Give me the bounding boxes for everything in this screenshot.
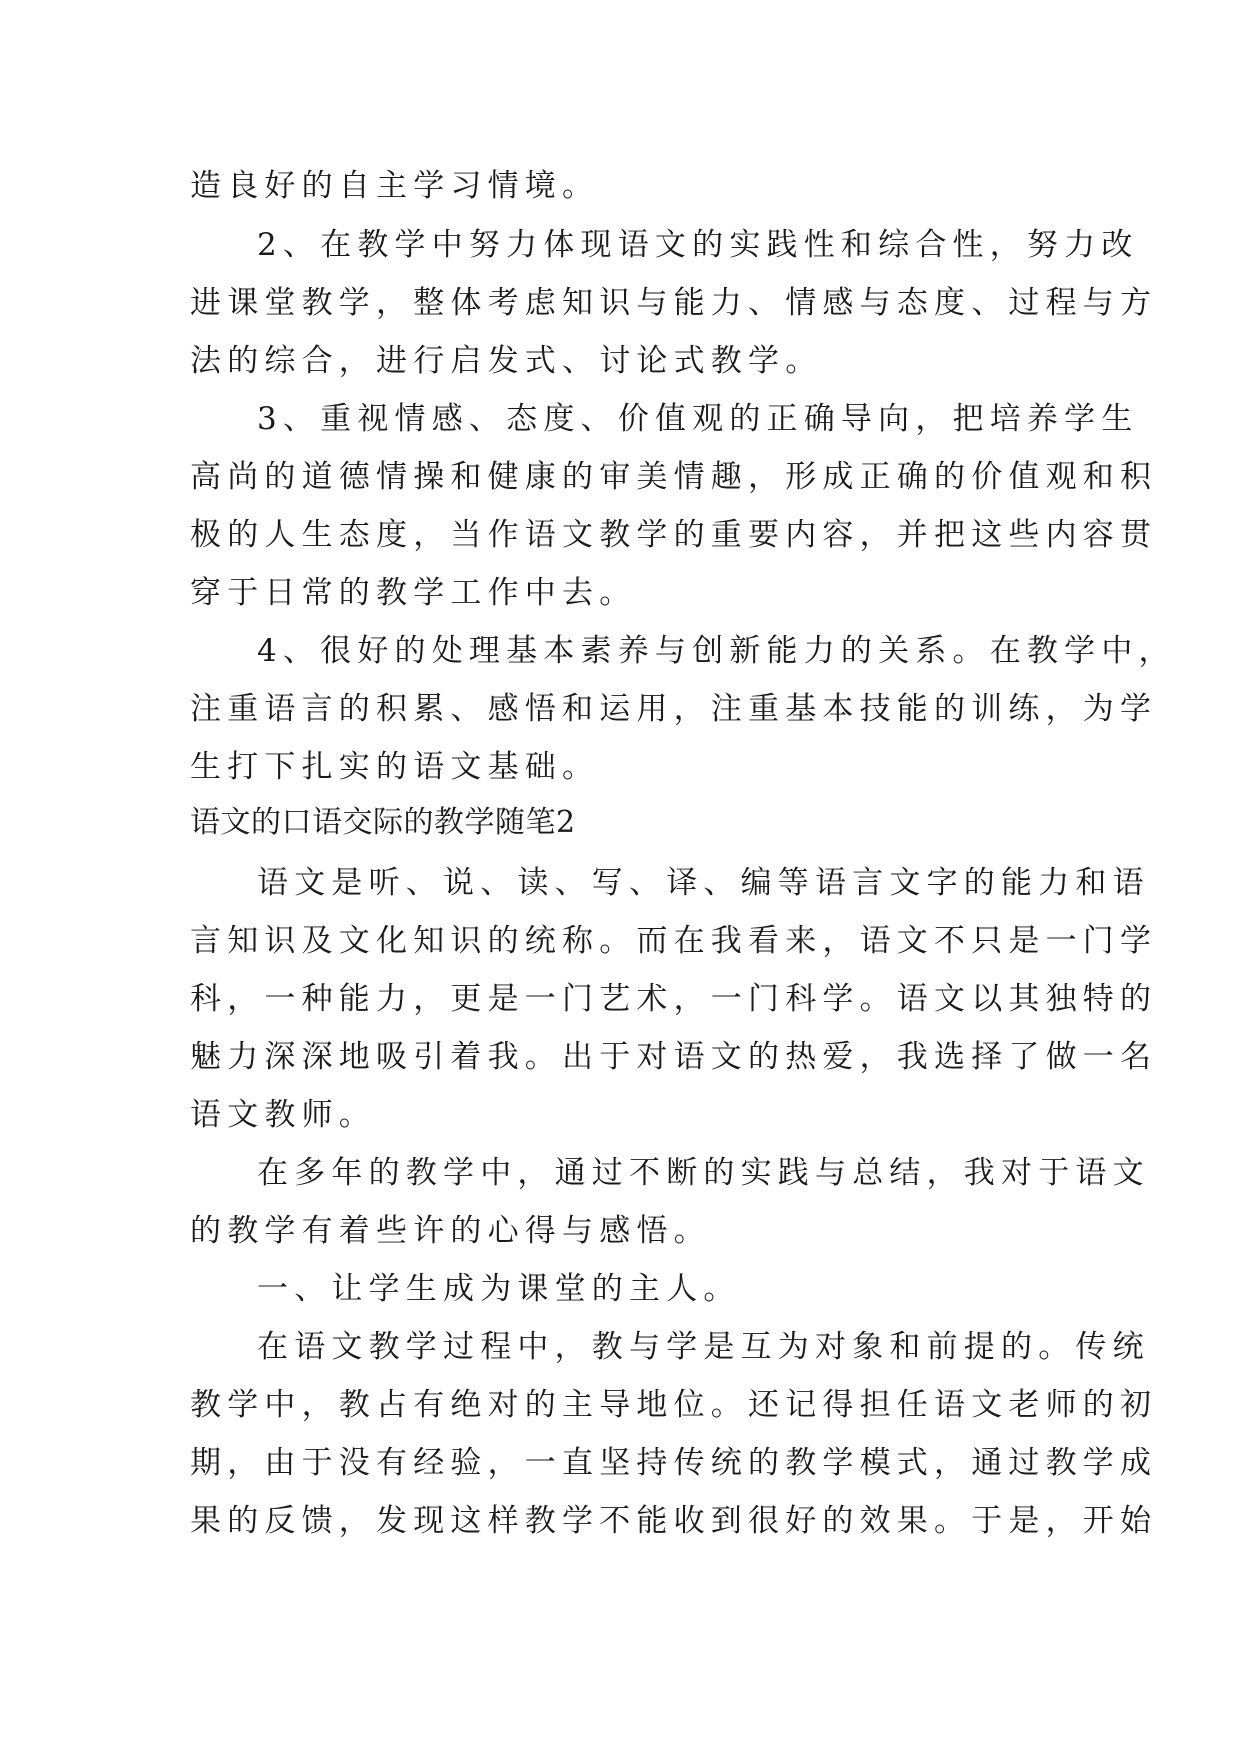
paragraph-line: 魅力深深地吸引着我。出于对语文的热爱，我选择了做一名 [190, 1039, 1158, 1075]
paragraph-line: 期，由于没有经验，一直坚持传统的教学模式，通过教学成 [190, 1445, 1158, 1481]
paragraph-line: 造良好的自主学习情境。 [190, 168, 600, 204]
paragraph-line: 的教学有着些许的心得与感悟。 [190, 1213, 711, 1249]
paragraph-line: 在语文教学过程中，教与学是互为对象和前提的。传统 [257, 1329, 1150, 1365]
paragraph-line: 3、重视情感、态度、价值观的正确导向，把培养学生 [257, 401, 1139, 437]
paragraph-line: 科，一种能力，更是一门艺术，一门科学。语文以其独特的 [190, 981, 1158, 1017]
paragraph-line: 高尚的道德情操和健康的审美情趣，形成正确的价值观和积 [190, 459, 1158, 495]
paragraph-line: 进课堂教学，整体考虑知识与能力、情感与态度、过程与方 [190, 285, 1158, 321]
paragraph-line: 言知识及文化知识的统称。而在我看来，语文不只是一门学 [190, 923, 1158, 959]
section-heading: 语文的口语交际的教学随笔2 [190, 805, 576, 840]
paragraph-line: 4、很好的处理基本素养与创新能力的关系。在教学中， [257, 633, 1176, 669]
paragraph-line: 极的人生态度，当作语文教学的重要内容，并把这些内容贯 [190, 517, 1158, 553]
subsection-heading: 一、让学生成为课堂的主人。 [257, 1271, 741, 1307]
paragraph-line: 语文是听、说、读、写、译、编等语言文字的能力和语 [257, 865, 1150, 901]
paragraph-line: 果的反馈，发现这样教学不能收到很好的效果。于是，开始 [190, 1503, 1158, 1539]
paragraph-line: 穿于日常的教学工作中去。 [190, 575, 637, 611]
paragraph-line: 语文教师。 [190, 1097, 376, 1133]
paragraph-line: 生打下扎实的语文基础。 [190, 749, 600, 785]
paragraph-line: 2、在教学中努力体现语文的实践性和综合性，努力改 [257, 227, 1139, 263]
paragraph-line: 注重语言的积累、感悟和运用，注重基本技能的训练，为学 [190, 691, 1158, 727]
paragraph-line: 法的综合，进行启发式、讨论式教学。 [190, 343, 823, 379]
paragraph-line: 在多年的教学中，通过不断的实践与总结，我对于语文 [257, 1155, 1150, 1191]
paragraph-line: 教学中，教占有绝对的主导地位。还记得担任语文老师的初 [190, 1387, 1158, 1423]
